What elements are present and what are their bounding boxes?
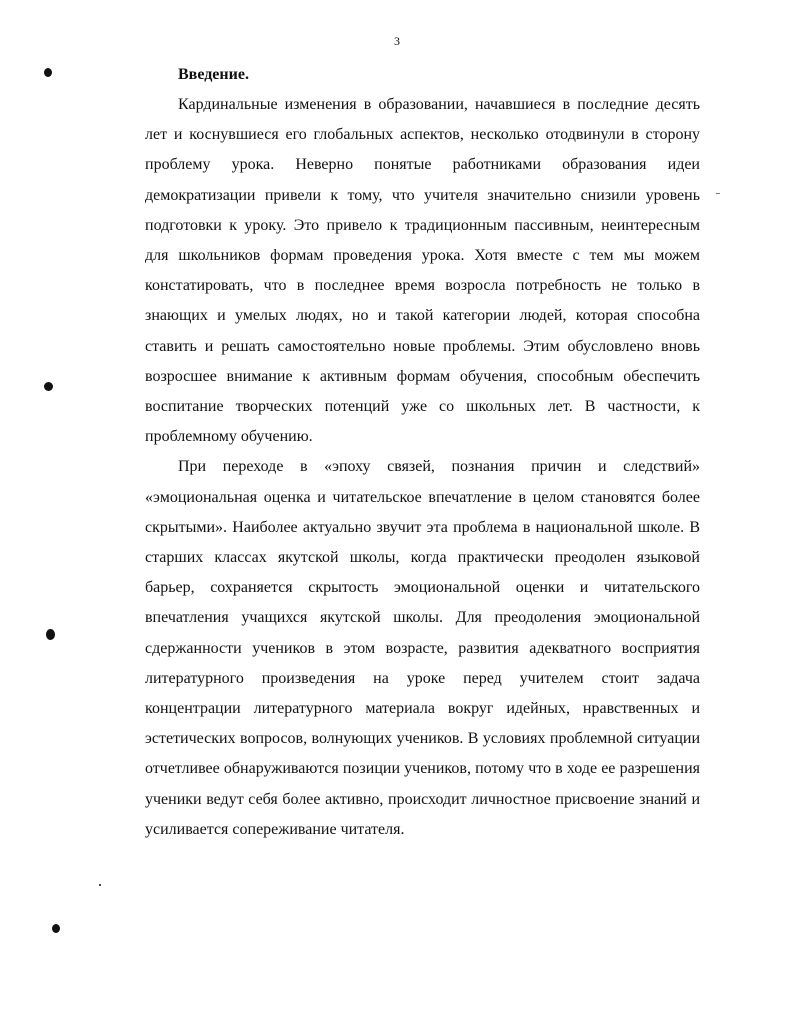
- paragraph: При переходе в «эпоху связей, познания причин и следствий» «эмоциональная оценка и читательское впечатление в целом становятся более скрытыми». Наиболее актуально звучит эта проблема в национальной школе. В старших классах якутской школы, когда практически преодолен языковой барьер, сохраняется скрытость эмоциональной оценки и читательского впечатления учащихся якутской школы. Для преодоления эмоциональной сдержанности учеников в этом возрасте, развития адекватного восприятия литературного произведения на уроке перед учителем стоит задача концентрации литературного материала вокруг идейных, нравственных и эстетических вопросов, волнующих учеников. В условиях проблемной ситуации отчетливее обнаруживаются позиции учеников, потому что в ходе ее разрешения ученики ведут себя более активно, происходит личностное присвоение знаний и усиливается сопереживание читателя.: [145, 458, 700, 838]
- scan-mark: [44, 382, 53, 391]
- section-heading: Введение.: [178, 66, 249, 83]
- scan-mark: [52, 924, 60, 933]
- document-body: [145, 60, 700, 845]
- scan-mark: [44, 68, 52, 77]
- scan-mark: [46, 629, 55, 640]
- scan-mark: [99, 884, 101, 886]
- scan-mark: [716, 193, 720, 194]
- page-number: 3: [394, 34, 400, 48]
- paragraph: Кардинальные изменения в образовании, начавшиеся в последние десять лет и коснувшиеся его глобальных аспектов, несколько отодвинули в сторону проблему урока. Неверно понятые работниками образования идеи демократизации привели к тому, что учителя значительно снизили уровень подготовки к уроку. Это привело к традиционным пассивным, неинтересным для школьников формам проведения урока. Хотя вместе с тем мы можем констатировать, что в последнее время возросла потребность не только в знающих и умелых людях, но и такой категории людей, которая способна ставить и решать самостоятельно новые проблемы. Этим обусловлено вновь возросшее внимание к активным формам обучения, способным обеспечить воспитание творческих потенций уже со школьных лет. В частности, к проблемному обучению.: [145, 96, 700, 446]
